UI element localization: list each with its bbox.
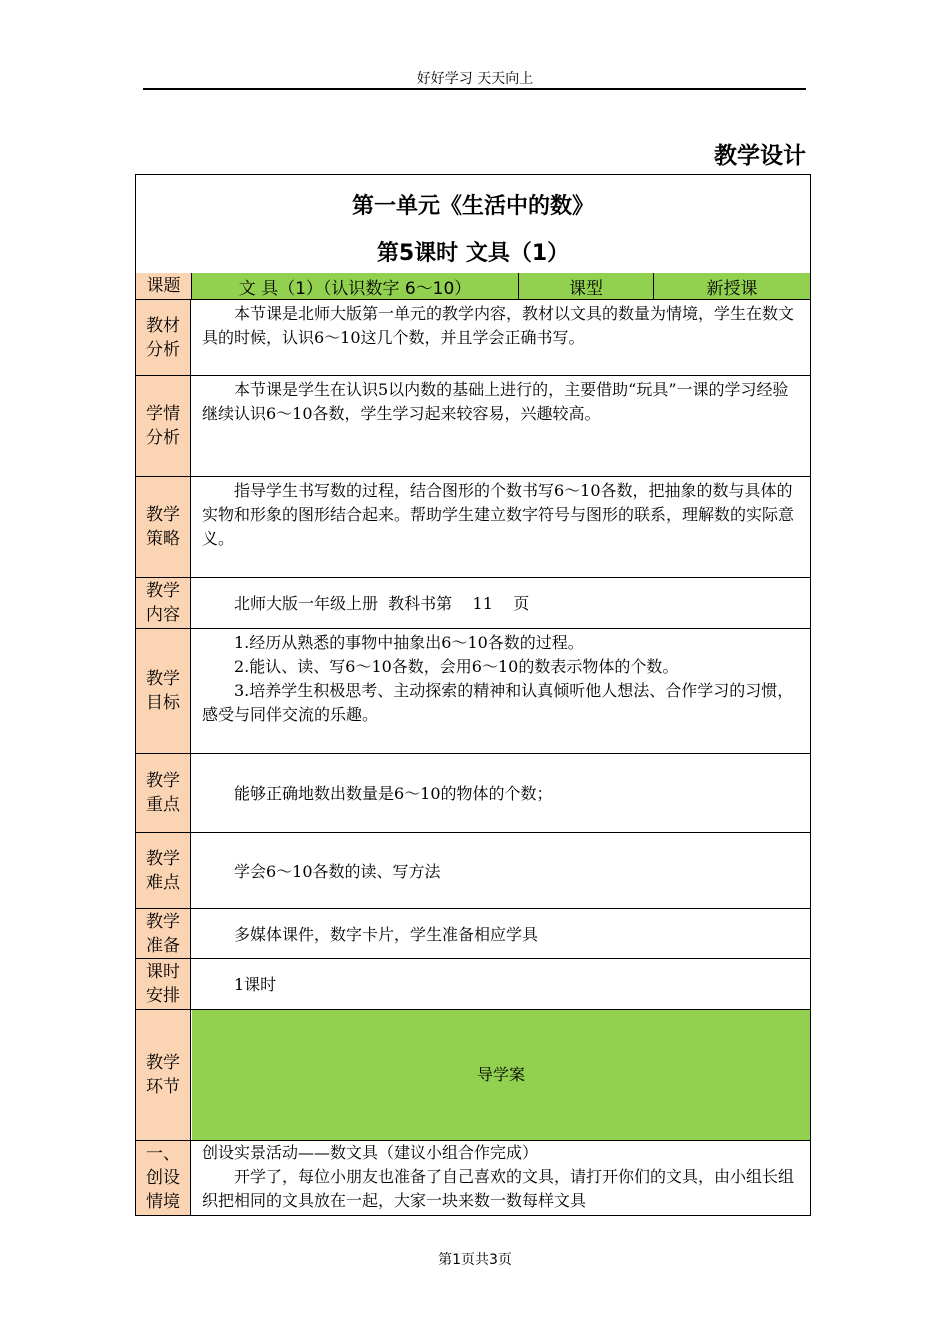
- situation-heading: 创设实景活动——数文具（建议小组合作完成）: [202, 1143, 539, 1162]
- teaching-content-row: [136, 578, 810, 629]
- student-analysis-row: [136, 376, 810, 477]
- teaching-content-text: 北师大版一年级上册 教科书第 11 页: [234, 594, 530, 613]
- goal-item: 3.培养学生积极思考、主动探索的精神和认真倾听他人想法、合作学习的习惯，感受与同伴交流的乐趣。: [202, 681, 794, 724]
- schedule-label: 课时安排: [136, 959, 191, 1009]
- difficulties-label: 教学难点: [136, 833, 191, 908]
- topic-row: [136, 273, 810, 300]
- teaching-strategy-row: [136, 477, 810, 578]
- situation-row: [136, 1141, 810, 1215]
- lesson-title: 第5课时 文具（1）: [376, 241, 570, 266]
- key-points-text: 能够正确地数出数量是6～10的物体的个数；: [234, 784, 553, 803]
- situation-label: 一、创设情境: [136, 1141, 191, 1215]
- teaching-goals-label: 教学目标: [136, 629, 191, 753]
- lesson-type-value: 新授课: [654, 273, 810, 299]
- student-analysis-label: 学情分析: [136, 376, 191, 476]
- difficulties-text: 学会6～10各数的读、写方法: [234, 861, 441, 881]
- page-footer: 第1页共3页: [438, 1252, 512, 1268]
- material-analysis-text: 本节课是北师大版第一单元的教学内容，教材以文具的数量为情境，学生在数文具的时候，认识6～10这几个数，并且学会正确书写。: [202, 304, 795, 347]
- header-divider: [143, 88, 806, 90]
- student-analysis-text: 本节课是学生在认识5以内数的基础上进行的，主要借助“玩具”一课的学习经验继续认识6～10各数，学生学习起来较容易，兴趣较高。: [202, 380, 789, 423]
- situation-text: 开学了，每位小朋友也准备了自己喜欢的文具，请打开你们的文具，由小组长组织把相同的文具放在一起，大家一块来数一数每样文具: [202, 1167, 795, 1210]
- key-points-row: [136, 754, 810, 833]
- preparation-label: 教学准备: [136, 909, 191, 958]
- preparation-row: [136, 909, 810, 959]
- document-title: 教学设计: [714, 143, 806, 169]
- guided-study-plan: 导学案: [476, 1065, 525, 1084]
- page-header: 好好学习 天天向上: [416, 71, 534, 87]
- schedule-row: [136, 959, 810, 1010]
- teaching-content-label: 教学内容: [136, 578, 191, 628]
- schedule-text: 1课时: [234, 975, 277, 994]
- goal-item: 1.经历从熟悉的事物中抽象出6～10各数的过程。: [234, 633, 584, 652]
- teaching-strategy-text: 指导学生书写数的过程，结合图形的个数书写6～10各数，把抽象的数与具体的实物和形象的图形结合起来。帮助学生建立数字符号与图形的联系，理解数的实际意义。: [202, 481, 795, 548]
- unit-title: 第一单元《生活中的数》: [351, 194, 594, 219]
- material-analysis-row: [136, 300, 810, 376]
- difficulties-row: [136, 833, 810, 909]
- preparation-text: 多媒体课件，数字卡片，学生准备相应学具: [234, 924, 539, 944]
- material-analysis-label: 教材分析: [136, 300, 191, 375]
- goal-item: 2.能认、读、写6～10各数，会用6～10的数表示物体的个数。: [234, 657, 679, 676]
- teaching-process-label: 教学环节: [136, 1010, 191, 1140]
- lesson-type-label: 课型: [519, 273, 654, 299]
- lesson-plan-table: [135, 174, 811, 1216]
- teaching-strategy-label: 教学策略: [136, 477, 191, 577]
- topic-label: 课题: [136, 273, 192, 299]
- topic-value: 文 具（1）（认识数字 6～10）: [192, 273, 519, 299]
- key-points-label: 教学重点: [136, 754, 191, 832]
- title-block: [136, 175, 810, 274]
- teaching-goals-row: [136, 629, 810, 754]
- teaching-process-row: [136, 1010, 810, 1141]
